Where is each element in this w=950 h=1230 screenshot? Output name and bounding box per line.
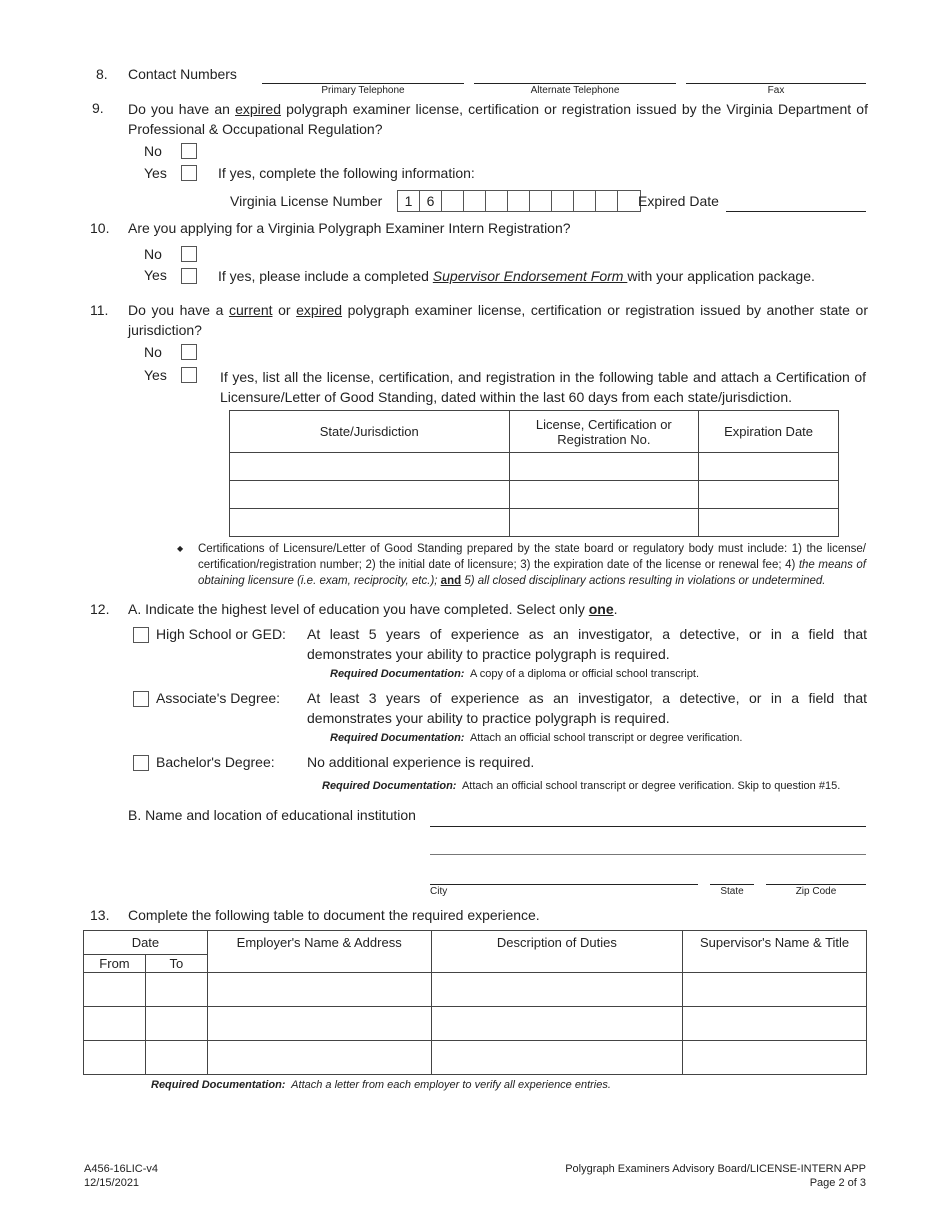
table-row <box>230 453 839 481</box>
license-digit-box[interactable] <box>552 191 574 211</box>
col-to: To <box>145 955 207 973</box>
q8-label: Contact Numbers <box>128 66 237 82</box>
note-italic-1: the means of obtaining licensure (i.e. exam, reciprocity, etc.); <box>198 559 866 587</box>
ba-req-label: Required Documentation: <box>322 780 457 792</box>
duties-cell[interactable] <box>431 1041 683 1075</box>
license-digit-box[interactable] <box>442 191 464 211</box>
from-cell[interactable] <box>84 1007 146 1041</box>
state-cell[interactable] <box>230 481 510 509</box>
state-caption: State <box>720 886 744 897</box>
q10-if-yes-a: If yes, please include a completed <box>218 268 433 284</box>
q12a-dot: . <box>613 601 618 617</box>
q9-text-b: polygraph examiner license, certification or registration issued by the Virginia Department of Professional & Occupational Regulation? <box>128 101 868 137</box>
fax-field[interactable] <box>686 70 866 84</box>
license-cell[interactable] <box>509 509 699 537</box>
footer-right <box>565 1162 866 1190</box>
expiration-cell[interactable] <box>699 509 839 537</box>
q13-required-doc <box>151 1079 611 1091</box>
q9-number: 9. <box>92 100 104 116</box>
q12a-text <box>128 599 618 619</box>
q10-no-label: No <box>144 246 162 262</box>
q11-yes-checkbox[interactable] <box>181 367 197 383</box>
bachelors-degree-label: Bachelor's Degree: <box>156 754 275 770</box>
q8-number: 8. <box>96 66 108 82</box>
hs-req-label: Required Documentation: <box>330 668 465 680</box>
q12b-text: B. Name and location of educational institution <box>128 807 416 823</box>
footer-left <box>84 1162 158 1190</box>
col-duties: Description of Duties <box>431 931 683 973</box>
state-cell[interactable] <box>230 453 510 481</box>
q11-text-c: polygraph examiner license, certification or registration issued by another state or jurisdiction? <box>128 302 868 338</box>
q11-no-checkbox[interactable] <box>181 344 197 360</box>
note-italic-2: 5) all closed disciplinary actions resulting in violations or undetermined. <box>461 575 826 587</box>
q9-text-expired: expired <box>235 101 281 117</box>
q10-yes-checkbox[interactable] <box>181 268 197 284</box>
license-digit-box[interactable] <box>596 191 618 211</box>
license-cell[interactable] <box>509 481 699 509</box>
associates-degree-required-doc <box>330 732 742 744</box>
table-row <box>84 1041 867 1075</box>
institution-name-field[interactable] <box>430 812 866 827</box>
q11-if-yes-text: If yes, list all the license, certification, and registration in the following table and attach a Certification of Licensure/Letter of Good Standing, dated within the last 60 days from each state/jurisdiction. <box>220 369 866 405</box>
q12a-one: one <box>588 601 614 617</box>
table-row <box>84 973 867 1007</box>
q11-text-b: or <box>272 302 297 318</box>
institution-address-field[interactable] <box>430 840 866 855</box>
ba-req-text: Attach an official school transcript or degree verification. Skip to question #15. <box>461 780 841 792</box>
bachelors-degree-checkbox[interactable] <box>133 755 149 771</box>
license-digit-box[interactable] <box>618 191 640 211</box>
q13-req-label: Required Documentation: <box>151 1079 286 1091</box>
expired-date-field[interactable] <box>726 197 866 212</box>
license-digit-box[interactable] <box>486 191 508 211</box>
q13-text: Complete the following table to document the required experience. <box>128 907 540 923</box>
q11-certification-note <box>198 541 866 589</box>
q9-no-checkbox[interactable] <box>181 143 197 159</box>
q9-yes-label: Yes <box>144 165 167 181</box>
license-cell[interactable] <box>509 453 699 481</box>
expired-date-label: Expired Date <box>638 193 719 209</box>
fax-caption: Fax <box>767 85 785 96</box>
board-name: Polygraph Examiners Advisory Board/LICENSE-INTERN APP <box>565 1163 866 1175</box>
hs-req-text: A copy of a diploma or official school transcript. <box>469 668 700 680</box>
other-jurisdiction-table <box>229 410 839 537</box>
institution-state-field[interactable] <box>710 870 754 885</box>
license-digit-box[interactable] <box>574 191 596 211</box>
q13-number: 13. <box>90 907 110 923</box>
high-school-label: High School or GED: <box>156 626 286 642</box>
primary-telephone-field[interactable] <box>262 70 464 84</box>
bachelors-degree-description: No additional experience is required. <box>307 754 535 770</box>
q10-yes-label: Yes <box>144 267 167 283</box>
virginia-license-label: Virginia License Number <box>230 193 383 209</box>
license-digit-box[interactable] <box>530 191 552 211</box>
q10-question: Are you applying for a Virginia Polygraph Examiner Intern Registration? <box>128 220 571 236</box>
q10-if-yes-b: with your application package. <box>627 268 815 284</box>
q9-no-label: No <box>144 143 162 159</box>
q9-text-a: Do you have an <box>128 101 236 117</box>
col-expiration-date: Expiration Date <box>699 411 839 453</box>
supervisor-cell[interactable] <box>683 1041 867 1075</box>
q12a-text-main: A. Indicate the highest level of education you have completed. Select only <box>128 601 589 617</box>
page-number: Page 2 of 3 <box>809 1177 866 1189</box>
to-cell[interactable] <box>145 1041 207 1075</box>
col-supervisor: Supervisor's Name & Title <box>683 931 867 973</box>
note-a: Certifications of Licensure/Letter of Good Standing prepared by the state board or regulatory body must include: 1) the license/ certification/registration number; 2) the initial date of licensure; 3) the expiration date of the license or renewal fee; 4) <box>198 543 866 571</box>
expiration-cell[interactable] <box>699 453 839 481</box>
high-school-required-doc <box>330 668 699 680</box>
alternate-telephone-caption: Alternate Telephone <box>530 85 620 96</box>
q11-text-current: current <box>228 302 273 318</box>
institution-zip-field[interactable] <box>766 870 866 885</box>
q11-question <box>128 300 868 340</box>
license-digit-box[interactable]: 6 <box>420 191 442 211</box>
diamond-bullet-icon: ◆ <box>177 544 184 553</box>
q11-text-expired: expired <box>296 302 343 318</box>
q13-req-text: Attach a letter from each employer to verify all experience entries. <box>291 1079 611 1091</box>
duties-cell[interactable] <box>431 973 683 1007</box>
primary-telephone-caption: Primary Telephone <box>321 85 405 96</box>
supervisor-endorsement-form-link[interactable]: Supervisor Endorsement Form <box>432 268 628 284</box>
to-cell[interactable] <box>145 1007 207 1041</box>
from-cell[interactable] <box>84 1041 146 1075</box>
col-state-jurisdiction: State/Jurisdiction <box>230 411 510 453</box>
license-digit-box[interactable] <box>508 191 530 211</box>
q12-number: 12. <box>90 601 110 617</box>
employer-cell[interactable] <box>207 1007 431 1041</box>
q11-number: 11. <box>90 302 109 318</box>
city-caption: City <box>430 886 448 897</box>
form-id: A456-16LIC-v4 <box>84 1163 158 1175</box>
col-date: Date <box>84 931 208 955</box>
q10-number: 10. <box>90 220 110 236</box>
license-digit-box[interactable]: 1 <box>398 191 420 211</box>
col-employer: Employer's Name & Address <box>207 931 431 973</box>
employer-cell[interactable] <box>207 973 431 1007</box>
supervisor-cell[interactable] <box>683 973 867 1007</box>
duties-cell[interactable] <box>431 1007 683 1041</box>
bachelors-degree-required-doc <box>322 780 840 792</box>
from-cell[interactable] <box>84 973 146 1007</box>
to-cell[interactable] <box>145 973 207 1007</box>
table-row <box>230 509 839 537</box>
supervisor-cell[interactable] <box>683 1007 867 1041</box>
col-license-number: License, Certification or Registration No. <box>509 411 699 453</box>
associates-degree-description: At least 3 years of experience as an investigator, a detective, or in a field that demonstrates your ability to practice polygraph is required. <box>307 690 867 726</box>
q11-yes-label: Yes <box>144 367 167 383</box>
q10-if-yes-text <box>218 266 815 286</box>
q9-if-yes-text: If yes, complete the following information: <box>218 165 475 181</box>
table-row <box>84 1007 867 1041</box>
high-school-checkbox[interactable] <box>133 627 149 643</box>
employer-cell[interactable] <box>207 1041 431 1075</box>
as-req-text: Attach an official school transcript or degree verification. <box>469 732 743 744</box>
institution-city-field[interactable] <box>430 870 698 885</box>
q11-no-label: No <box>144 344 162 360</box>
q11-text-a: Do you have a <box>128 302 229 318</box>
expiration-cell[interactable] <box>699 481 839 509</box>
q9-yes-checkbox[interactable] <box>181 165 197 181</box>
note-and: and <box>440 575 462 587</box>
virginia-license-number-field[interactable] <box>397 190 641 212</box>
col-from: From <box>84 955 146 973</box>
associates-degree-checkbox[interactable] <box>133 691 149 707</box>
state-cell[interactable] <box>230 509 510 537</box>
q10-no-checkbox[interactable] <box>181 246 197 262</box>
table-row <box>230 481 839 509</box>
q9-question <box>128 99 868 139</box>
license-digit-box[interactable] <box>464 191 486 211</box>
associates-degree-label: Associate's Degree: <box>156 690 281 706</box>
alternate-telephone-field[interactable] <box>474 70 676 84</box>
high-school-description: At least 5 years of experience as an investigator, a detective, or in a field that demonstrates your ability to practice polygraph is required. <box>307 626 867 662</box>
experience-table <box>83 930 867 1075</box>
as-req-label: Required Documentation: <box>330 732 465 744</box>
form-date: 12/15/2021 <box>84 1177 140 1189</box>
zip-caption: Zip Code <box>795 886 837 897</box>
